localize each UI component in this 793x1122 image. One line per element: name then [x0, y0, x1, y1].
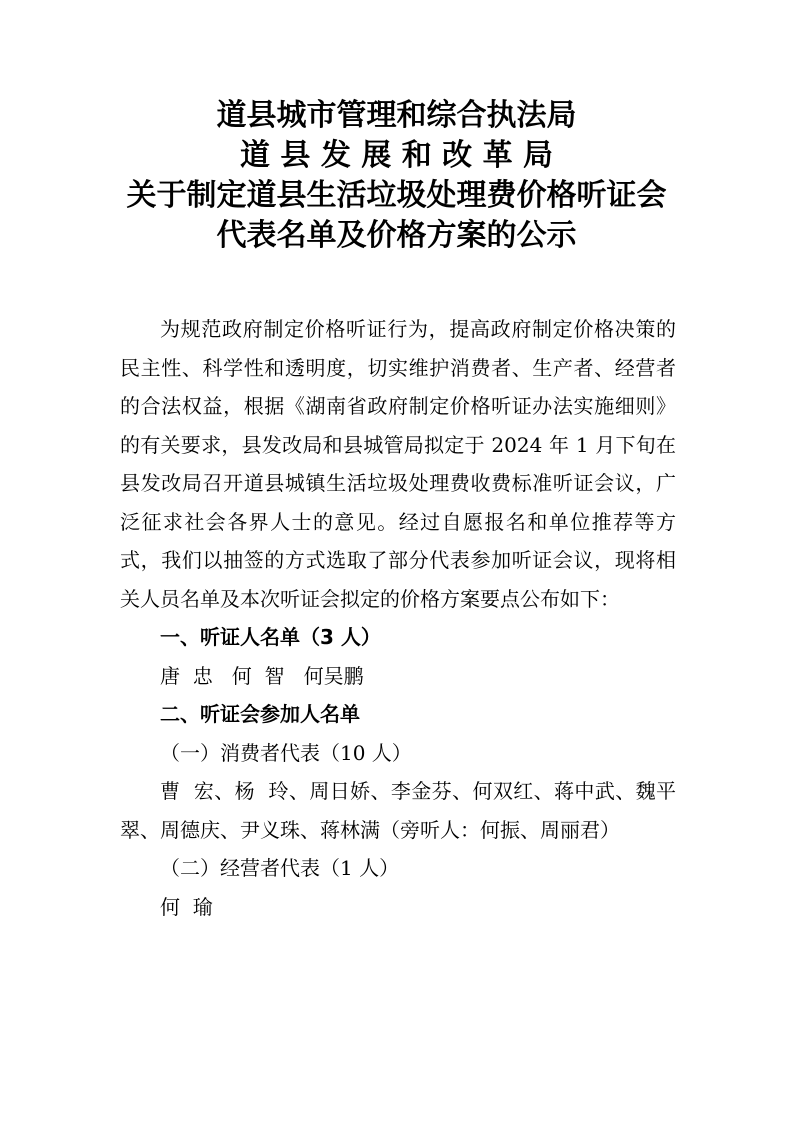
hearing-officers-names: 唐 忠 何 智 何吴鹏: [160, 663, 364, 688]
operator-reps-names: 何 瑜: [160, 894, 213, 919]
intro-paragraph: 为规范政府制定价格听证行为，提高政府制定价格决策的民主性、科学性和透明度，切实维护消费者、生产者、经营者的合法权益，根据《湖南省政府制定价格听证办法实施细则》的有关要求，县发改局和县城管局拟定于 2024 年 1 月下旬在县发改局召开道县城镇生活垃圾处理费收费标准听证会议，广泛征求社会各界人士的意见。经过自愿报名和单位推荐等方式，我们以抽签的方式选取了部分代表参加听证会议，现将相关人员名单及本次听证会拟定的价格方案要点公布如下：: [120, 317, 676, 611]
consumer-reps-heading: （一）消费者代表（10 人）: [160, 740, 412, 765]
operator-reps-heading: （二）经营者代表（1 人）: [160, 856, 400, 880]
title-line-2: 道 县 发 展 和 改 革 局: [239, 138, 554, 173]
document-body: [120, 310, 676, 926]
section-1-heading: 一、听证人名单（3 人）: [160, 625, 381, 649]
consumer-reps-names: 曹 宏、杨 玲、周日娇、李金芬、何双红、蒋中武、魏平翠、周德庆、尹义珠、蒋林满（旁听人：何振、周丽君）: [120, 779, 676, 842]
document-title: [0, 96, 793, 256]
section-2-heading: 二、听证会参加人名单: [160, 702, 360, 726]
title-line-1: 道县城市管理和综合执法局: [216, 98, 577, 133]
title-line-3: 关于制定道县生活垃圾处理费价格听证会: [126, 178, 667, 213]
title-line-4: 代表名单及价格方案的公示: [216, 218, 577, 253]
